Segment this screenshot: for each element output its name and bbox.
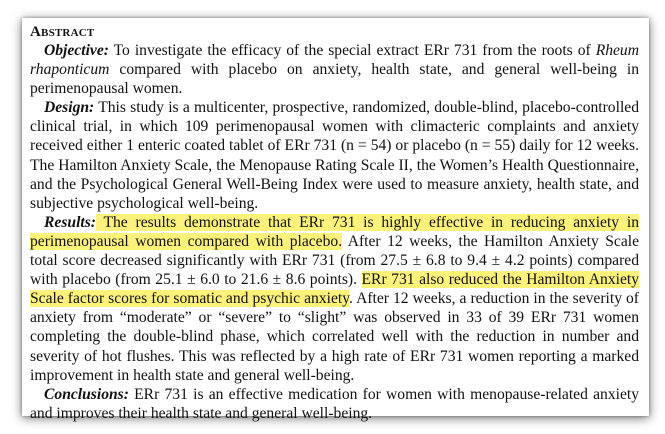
- objective-text: To investigate the efficacy of the special extract ERr 731 from the roots of: [108, 42, 596, 59]
- conclusions-paragraph: [30, 385, 639, 423]
- conclusions-label: Conclusions:: [44, 385, 129, 403]
- results-highlight-2: ERr 731 also reduced the Hamilton Anxiety Scale factor scores for somatic and psychic anxiety: [30, 271, 639, 308]
- objective-text-end: compared with placebo on anxiety, health state, and general well-being in perimenopausal women.: [30, 61, 639, 98]
- results-paragraph: [30, 213, 639, 385]
- design-label: Design:: [44, 99, 95, 117]
- conclusions-text: ERr 731 is an effective medication for women with menopause-related anxiety and improves their health state and general well-being.: [30, 385, 639, 422]
- results-label: Results:: [44, 213, 96, 231]
- results-text-1: After 12 weeks, the Hamilton Anxiety Scale total score decreased significantly with ERr 731 (from 27.5 ± 6.8 to 9.4 ± 4.2 points) compared with placebo (from 25.1 ± 6.0 to 21.6 ± 8.6 points).: [30, 232, 640, 289]
- design-text: This study is a multicenter, prospective, randomized, double-blind, placebo-controlled clinical trial, in which 109 perimenopausal women with climacteric complaints and anxiety received either 1 enteric coated tablet of ERr 731 (n = 54) or placebo (n = 55) daily for 12 weeks. The Hamilton Anxiety Scale, the Menopause Rating Scale II, the Women’s Health Questionnaire, and the Psychological General Well-Being Index were used to measure anxiety, health state, and subjective psychological well-being.: [30, 99, 639, 212]
- results-text-2: . After 12 weeks, a reduction in the severity of anxiety from “moderate” or “severe” to “slight” was observed in 33 of 39 ERr 731 women completing the double-blind phase, which correlated well with the reduction in number and severity of hot flushes. This was reflected by a high rate of ERr 731 women reporting a marked improvement in health state and general well-being.: [30, 290, 640, 384]
- objective-paragraph: [30, 41, 639, 98]
- objective-label: Objective:: [44, 42, 109, 59]
- abstract-heading: Abstract: [30, 24, 95, 40]
- design-paragraph: [30, 98, 639, 213]
- abstract-card: [22, 18, 649, 422]
- species-name: Rheum rhaponticum: [30, 42, 639, 79]
- results-highlight-1: The results demonstrate that ERr 731 is highly effective in reducing anxiety in perimenopausal women compared with placebo.: [30, 213, 639, 250]
